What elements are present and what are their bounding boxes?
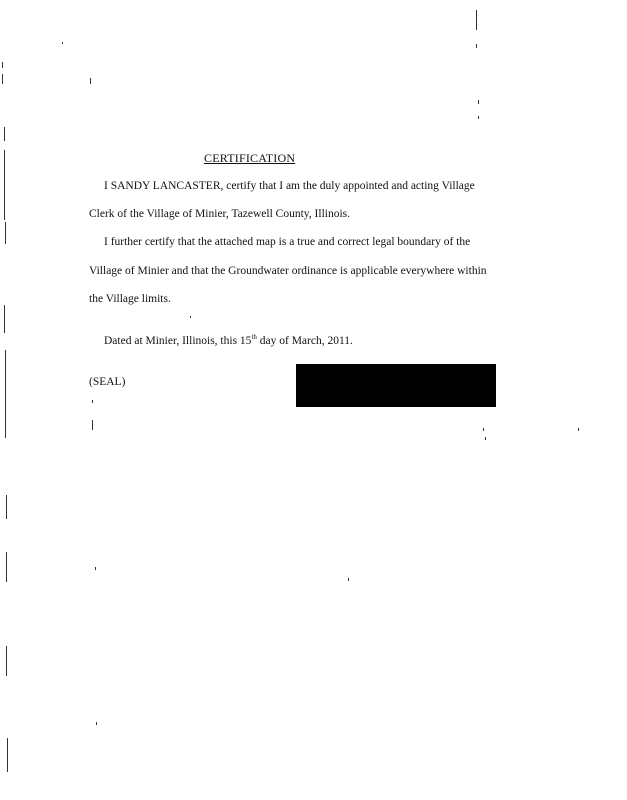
dated-prefix: Dated at Minier, Illinois, this 15 bbox=[104, 335, 252, 347]
signature-redaction-block bbox=[296, 364, 496, 407]
scan-speck bbox=[95, 567, 96, 570]
scan-speck bbox=[485, 437, 486, 440]
scan-speck bbox=[4, 305, 5, 333]
para2-line3: the Village limits. bbox=[89, 293, 171, 305]
dated-line bbox=[104, 335, 353, 347]
scan-speck bbox=[4, 150, 5, 220]
para2-line1: I further certify that the attached map is a true and correct legal boundary of the bbox=[104, 236, 471, 248]
scan-speck bbox=[578, 428, 579, 431]
scan-speck bbox=[92, 400, 93, 403]
scan-speck bbox=[5, 222, 6, 244]
scan-speck bbox=[190, 316, 191, 318]
para2-line2: Village of Minier and that the Groundwater ordinance is applicable everywhere within bbox=[89, 265, 487, 277]
scan-speck bbox=[6, 552, 7, 582]
para1-line2: Clerk of the Village of Minier, Tazewell County, Illinois. bbox=[89, 208, 351, 220]
scan-speck bbox=[483, 428, 484, 431]
scan-speck bbox=[4, 127, 5, 141]
scan-speck bbox=[92, 420, 93, 430]
scan-speck bbox=[96, 722, 97, 725]
scan-speck bbox=[476, 10, 477, 30]
scan-speck bbox=[6, 646, 7, 676]
scan-speck bbox=[7, 738, 8, 772]
para1-line1: I SANDY LANCASTER, certify that I am the duly appointed and acting Village bbox=[104, 180, 475, 192]
scan-speck bbox=[2, 74, 3, 84]
scan-speck bbox=[478, 116, 479, 119]
dated-rest: day of March, 2011. bbox=[256, 335, 353, 347]
scan-speck bbox=[5, 350, 6, 438]
document-title: CERTIFICATION bbox=[204, 151, 296, 165]
scan-speck bbox=[476, 44, 477, 48]
scan-speck bbox=[6, 495, 7, 519]
scan-speck bbox=[62, 42, 63, 44]
scan-speck bbox=[90, 78, 91, 84]
scan-speck bbox=[2, 62, 3, 68]
dated-ordinal-suffix: th bbox=[251, 333, 257, 342]
seal-label: (SEAL) bbox=[89, 376, 126, 388]
scan-speck bbox=[478, 100, 479, 104]
scan-speck bbox=[348, 578, 349, 581]
